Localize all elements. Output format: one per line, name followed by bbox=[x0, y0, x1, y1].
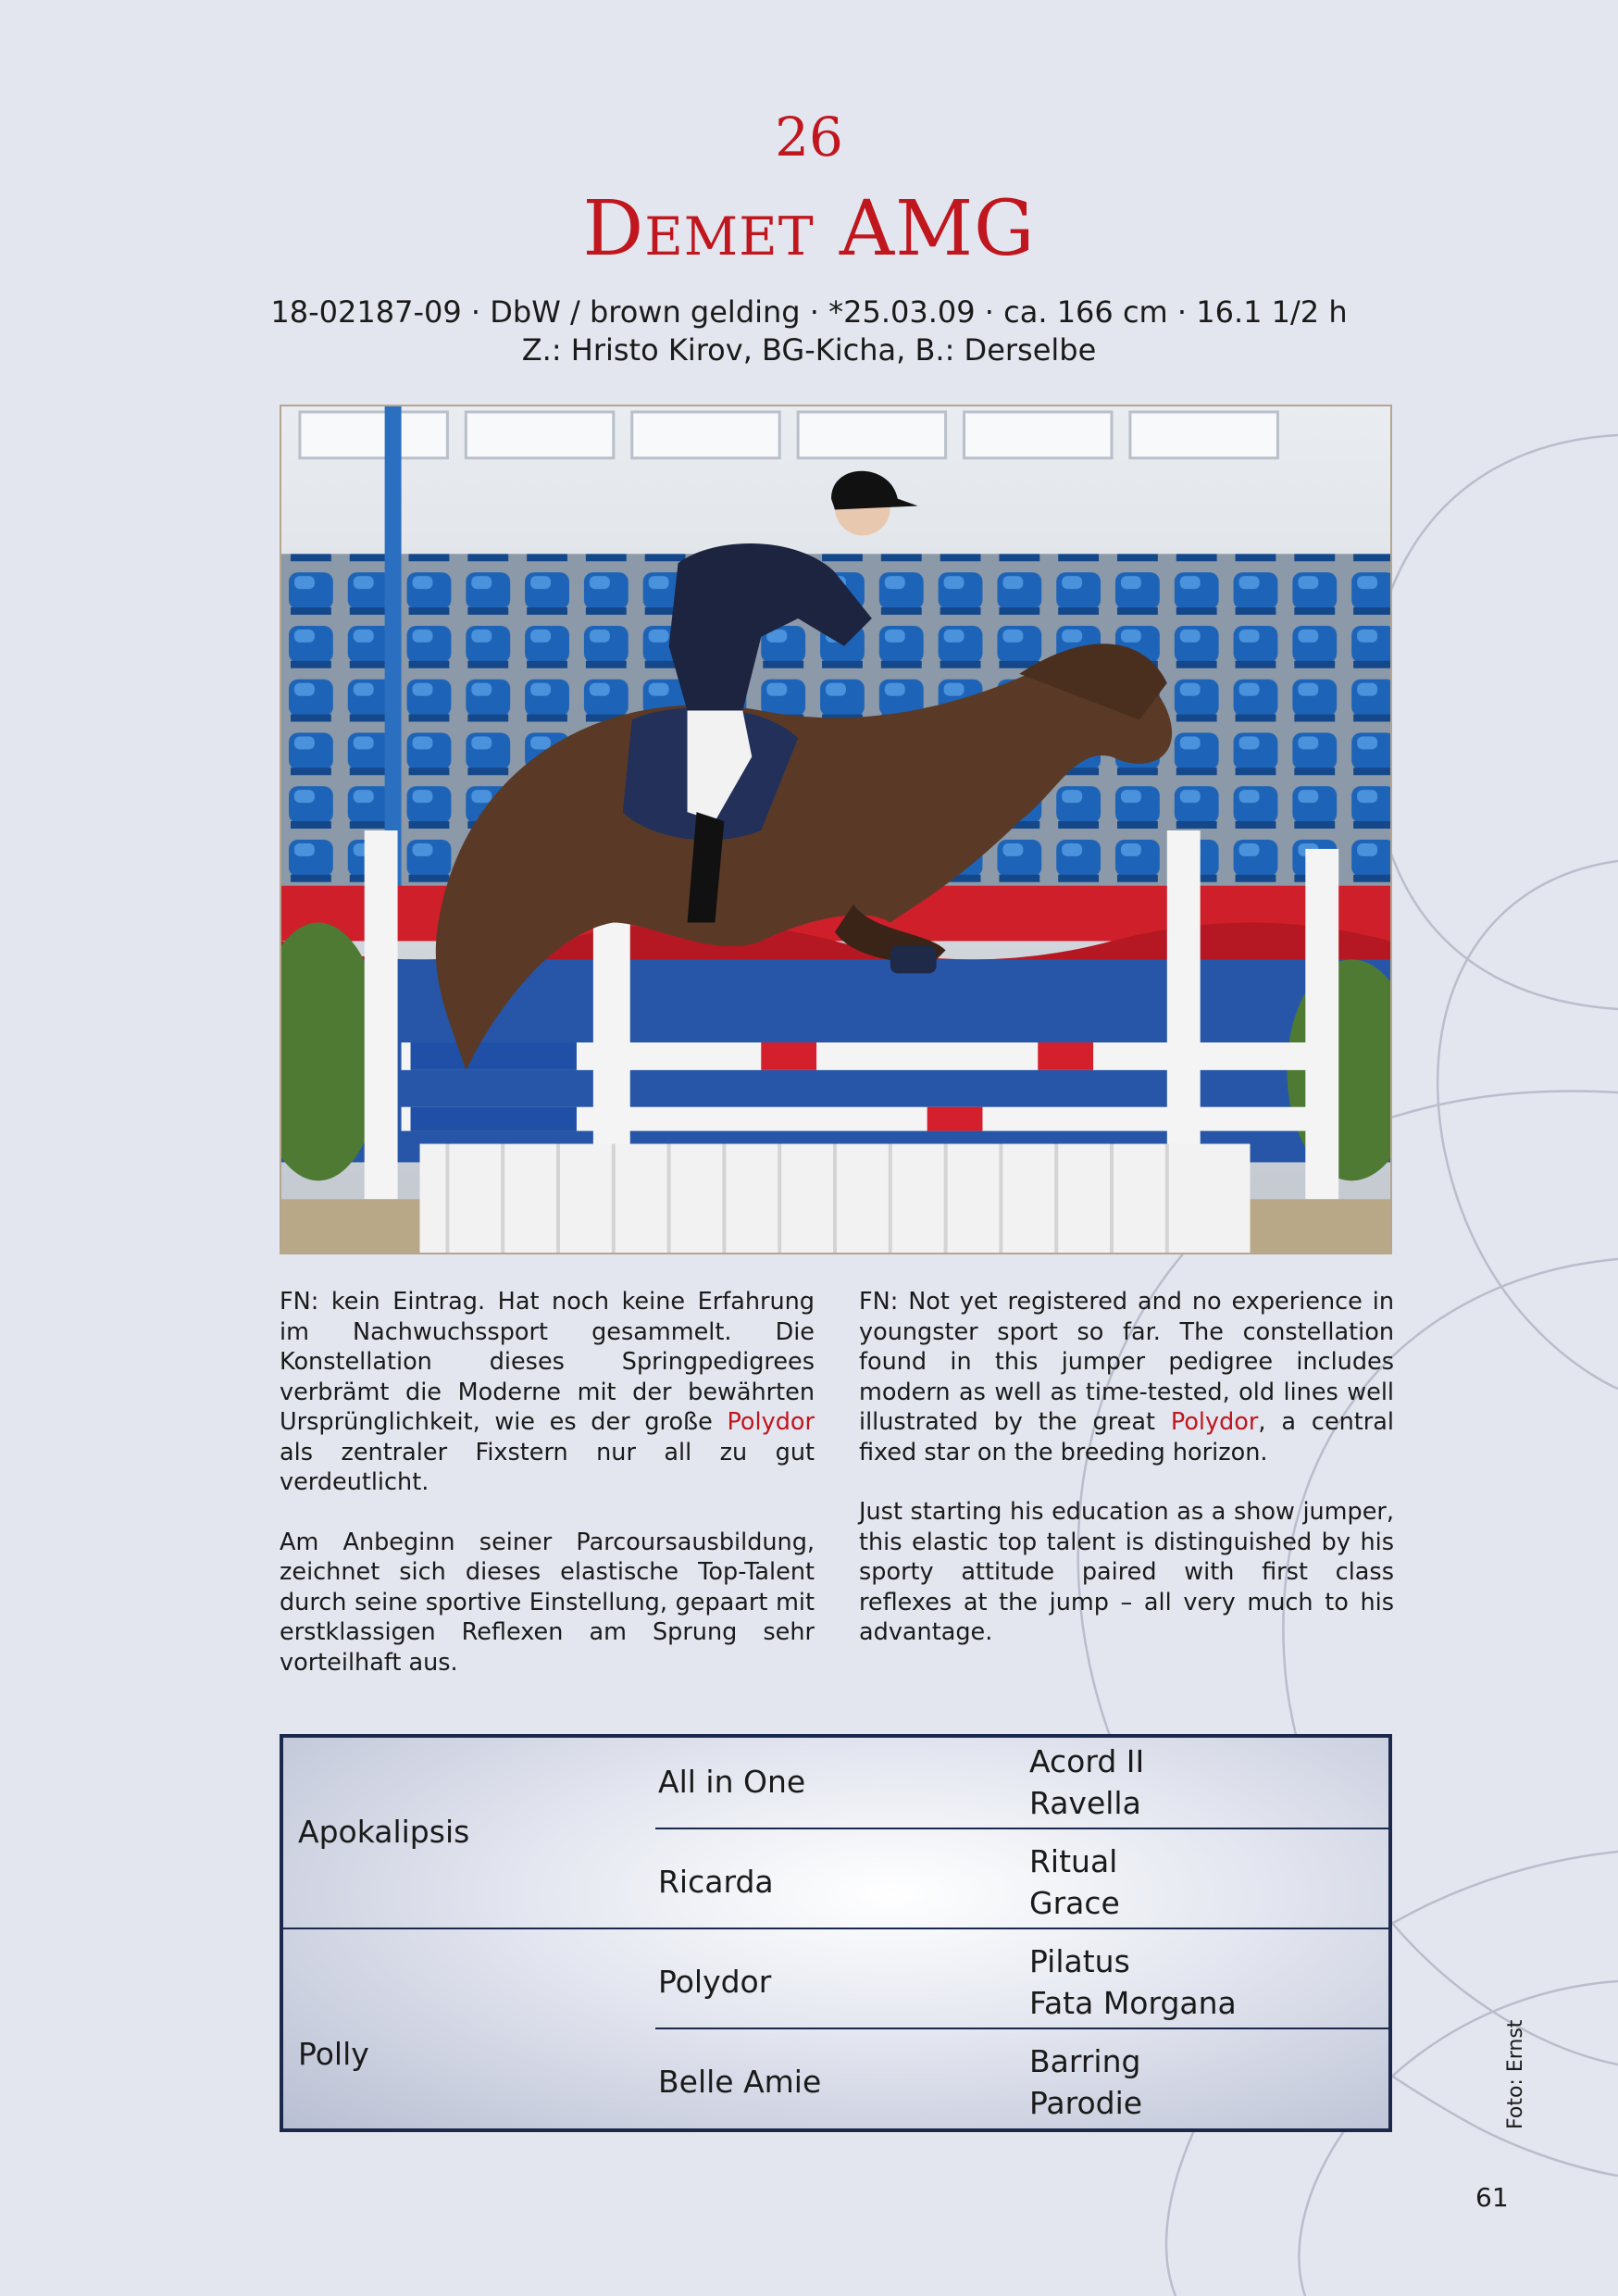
pedigree-dam: Polly bbox=[298, 2036, 369, 2072]
pedigree-ancestor: Ritual bbox=[1029, 1843, 1118, 1879]
description-en-paragraph-1: FN: Not yet registered and no experience in youngster sport so far. The constellation found in this jumper pedigree includes modern as well as time-tested, old lines well illustrated by the great Polydor, a central fixed star on the breeding horizon. bbox=[859, 1288, 1394, 1466]
pedigree-sire-sire: All in One bbox=[658, 1764, 806, 1800]
pedigree-ancestor: Acord II bbox=[1029, 1743, 1145, 1779]
description-de-paragraph-2: Am Anbeginn seiner Parcoursausbildung, zeichnet sich dieses elastische Top-Talent durch seine sportive Einstellung, gepaart mit erstklassigen Reflexen am Sprung sehr vorteilhaft aus. bbox=[280, 1528, 815, 1677]
description-german bbox=[280, 1287, 815, 1678]
pedigree-ancestor: Pilatus bbox=[1029, 1943, 1130, 1979]
photo-credit: Foto: Ernst bbox=[1504, 2019, 1527, 2129]
pedigree-table bbox=[280, 1734, 1392, 2132]
horse-info-line-1: 18-02187-09 · DbW / brown gelding · *25.03.09 · ca. 166 cm · 16.1 1/2 h bbox=[270, 294, 1348, 330]
pedigree-dam-dam: Belle Amie bbox=[658, 2064, 822, 2100]
horse-info-line-2: Z.: Hristo Kirov, BG-Kicha, B.: Derselbe bbox=[521, 332, 1097, 368]
page-number: 61 bbox=[1475, 2182, 1509, 2213]
pedigree-ancestor: Ravella bbox=[1029, 1785, 1141, 1821]
highlight-polydor: Polydor bbox=[1170, 1408, 1259, 1436]
pedigree-sire-dam: Ricarda bbox=[658, 1864, 774, 1900]
horse-name: Demet AMG bbox=[582, 185, 1036, 273]
pedigree-divider-dam bbox=[655, 2028, 1388, 2029]
highlight-polydor: Polydor bbox=[727, 1408, 815, 1436]
pedigree-ancestor: Grace bbox=[1029, 1885, 1120, 1921]
pedigree-dam-sire: Polydor bbox=[658, 1964, 772, 2000]
description-english bbox=[859, 1287, 1394, 1648]
lot-number: 26 bbox=[775, 106, 843, 168]
pedigree-ancestor: Barring bbox=[1029, 2043, 1141, 2079]
pedigree-divider-sire bbox=[655, 1828, 1388, 1829]
horse-jumping-photo bbox=[280, 405, 1392, 1254]
pedigree-ancestor: Parodie bbox=[1029, 2085, 1143, 2121]
description-en-paragraph-2: Just starting his education as a show jumper, this elastic top talent is distinguished by his sporty attitude paired with first class reflexes at the jump – all very much to his advantage. bbox=[859, 1498, 1394, 1646]
description-de-paragraph-1: FN: kein Eintrag. Hat noch keine Erfahrung im Nachwuchssport gesammelt. Die Konstellation dieses Springpedigrees verbrämt die Moderne mit der bewährten Ursprünglichkeit, wie es der große Polydor als zentraler Fixstern nur all zu gut verdeutlicht. bbox=[280, 1288, 815, 1496]
pedigree-sire: Apokalipsis bbox=[298, 1814, 470, 1850]
pedigree-divider-main bbox=[283, 1928, 1388, 1929]
pedigree-ancestor: Fata Morgana bbox=[1029, 1985, 1237, 2021]
